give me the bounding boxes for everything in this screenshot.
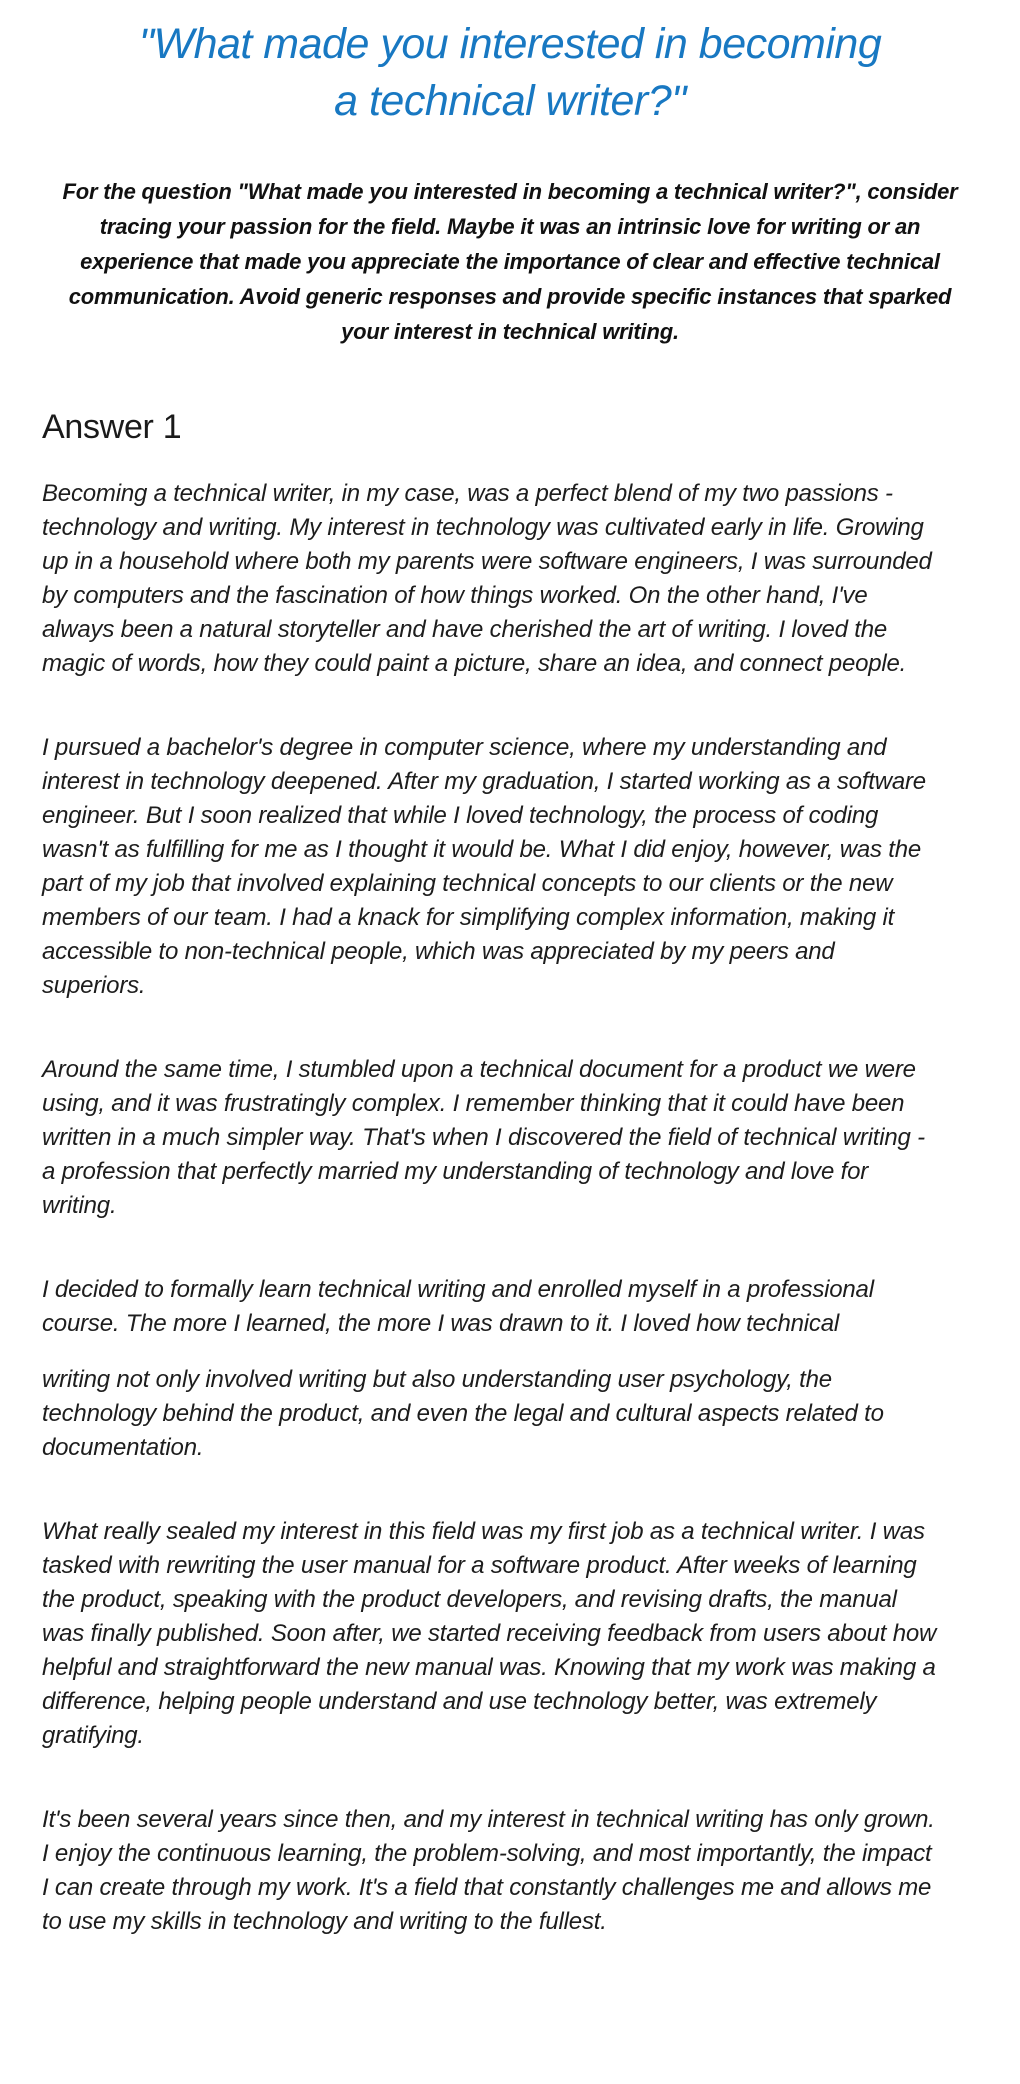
answer-paragraph-4: I decided to formally learn technical writing and enrolled myself in a professional course. The more I learned, the more I was drawn to it. I loved how technical [42, 1276, 874, 1337]
document-title-line-1: "What made you interested in becoming [138, 20, 882, 68]
answer-paragraph-1: Becoming a technical writer, in my case, was a perfect blend of my two passions - technology and writing. My interest in technology was cultivated early in life. Growing up in a household where both my parents were software engineers, I was surrounded by computers and the fascination of how things worked. On the other hand, I've always been a natural storyteller and have cherished the art of writing. I loved the magic of words, how they could paint a picture, share an idea, and connect people. [42, 480, 932, 677]
answer-paragraph-6: What really sealed my interest in this field was my first job as a technical writer. I was tasked with rewriting the user manual for a software product. After weeks of learning the product, speaking with the product developers, and revising drafts, the manual was finally published. Soon after, we started receiving feedback from users about how helpful and straightforward the new manual was. Knowing that my work was making a difference, helping people understand and use technology better, was extremely gratifying. [42, 1518, 937, 1749]
document-title-line-2: a technical writer?" [334, 77, 686, 125]
answer-paragraph-7: It's been several years since then, and my interest in technical writing has only grown. I enjoy the continuous learning, the problem-solving, and most importantly, the impact I can create through my work. It's a field that constantly challenges me and allows me to use my skills in technology and writing to the fullest. [42, 1806, 935, 1935]
intro-guidance-paragraph: For the question "What made you interested in becoming a technical writer?", consider tracing your passion for the field. Maybe it was an intrinsic love for writing or an experience that made you appreciate the importance of clear and effective technical communication. Avoid generic responses and provide specific instances that sparked your interest in technical writing. [62, 179, 958, 344]
answer-1-heading: Answer 1 [42, 408, 182, 446]
answer-paragraph-3: Around the same time, I stumbled upon a technical document for a product we were using, and it was frustratingly complex. I remember thinking that it could have been written in a much simpler way. That's when I discovered the field of technical writing - a profession that perfectly married my understanding of technology and love for writing. [42, 1056, 925, 1219]
answer-body [42, 477, 942, 1939]
answer-paragraph-5: writing not only involved writing but also understanding user psychology, the technology behind the product, and even the legal and cultural aspects related to documentation. [42, 1366, 884, 1461]
document-title [0, 16, 1020, 130]
answer-paragraph-2: I pursued a bachelor's degree in computer science, where my understanding and interest in technology deepened. After my graduation, I started working as a software engineer. But I soon realized that while I loved technology, the process of coding wasn't as fulfilling for me as I thought it would be. What I did enjoy, however, was the part of my job that involved explaining technical concepts to our clients or the new members of our team. I had a knack for simplifying complex information, making it accessible to non-technical people, which was appreciated by my peers and superiors. [42, 734, 926, 999]
